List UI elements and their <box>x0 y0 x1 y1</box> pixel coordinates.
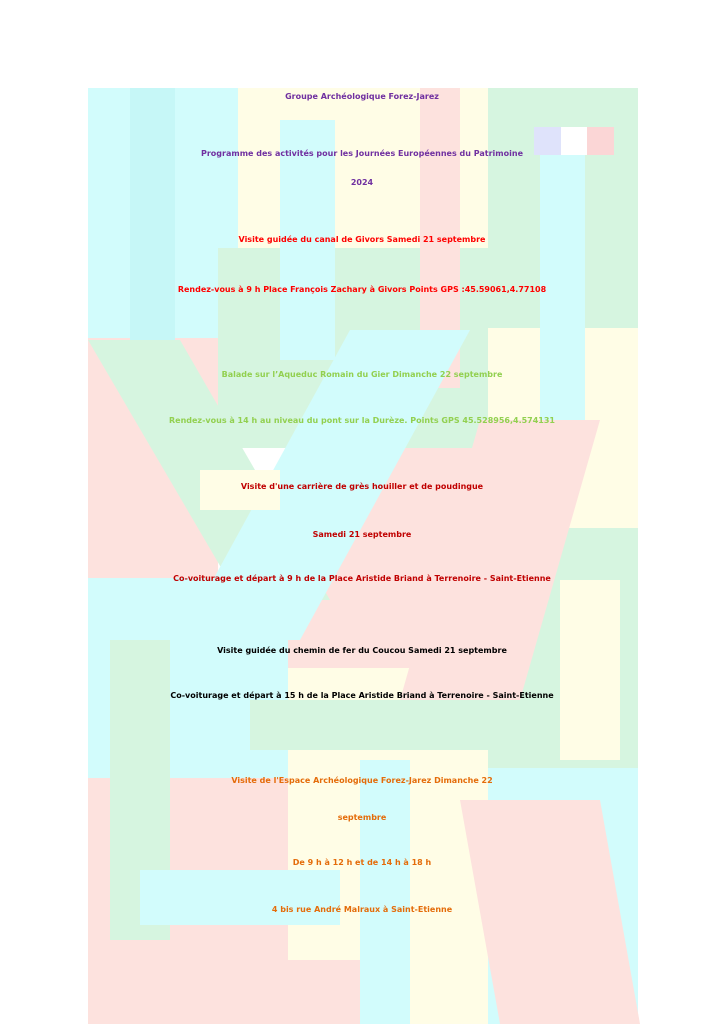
event-5-heading-line-1: Visite de l'Espace Archéologique Forez-Jarez Dimanche 22 <box>231 776 493 785</box>
page-title: Groupe Archéologique Forez-Jarez <box>285 92 439 101</box>
subtitle-line-1: Programme des activités pour les Journées Européennes du Patrimoine <box>201 149 523 158</box>
event-1-heading: Visite guidée du canal de Givors Samedi 21 septembre <box>238 235 486 244</box>
event-3-heading: Visite d'une carrière de grès houiller et de poudingue <box>240 482 484 491</box>
event-5-heading-line-2: septembre <box>337 813 387 822</box>
event-2-heading: Balade sur l’Aqueduc Romain du Gier Dimanche 22 septembre <box>221 370 503 379</box>
event-2-details: Rendez-vous à 14 h au niveau du pont sur la Durèze. Points GPS 45.528956,4.574131 <box>169 416 555 425</box>
subtitle-line-2: 2024 <box>350 178 374 187</box>
event-1-details: Rendez-vous à 9 h Place François Zachary à Givors Points GPS :45.59061,4.77108 <box>177 285 547 294</box>
event-4-details: Co-voiturage et départ à 15 h de la Place Aristide Briand à Terrenoire - Saint-Etienne <box>170 691 554 700</box>
event-5-hours: De 9 h à 12 h et de 14 h à 18 h <box>292 858 432 867</box>
event-4-heading: Visite guidée du chemin de fer du Coucou Samedi 21 septembre <box>217 646 507 655</box>
event-3-details: Co-voiturage et départ à 9 h de la Place Aristide Briand à Terrenoire - Saint-Etienne <box>173 574 551 583</box>
event-5-address: 4 bis rue André Malraux à Saint-Etienne <box>271 905 453 914</box>
event-3-date: Samedi 21 septembre <box>312 530 412 539</box>
